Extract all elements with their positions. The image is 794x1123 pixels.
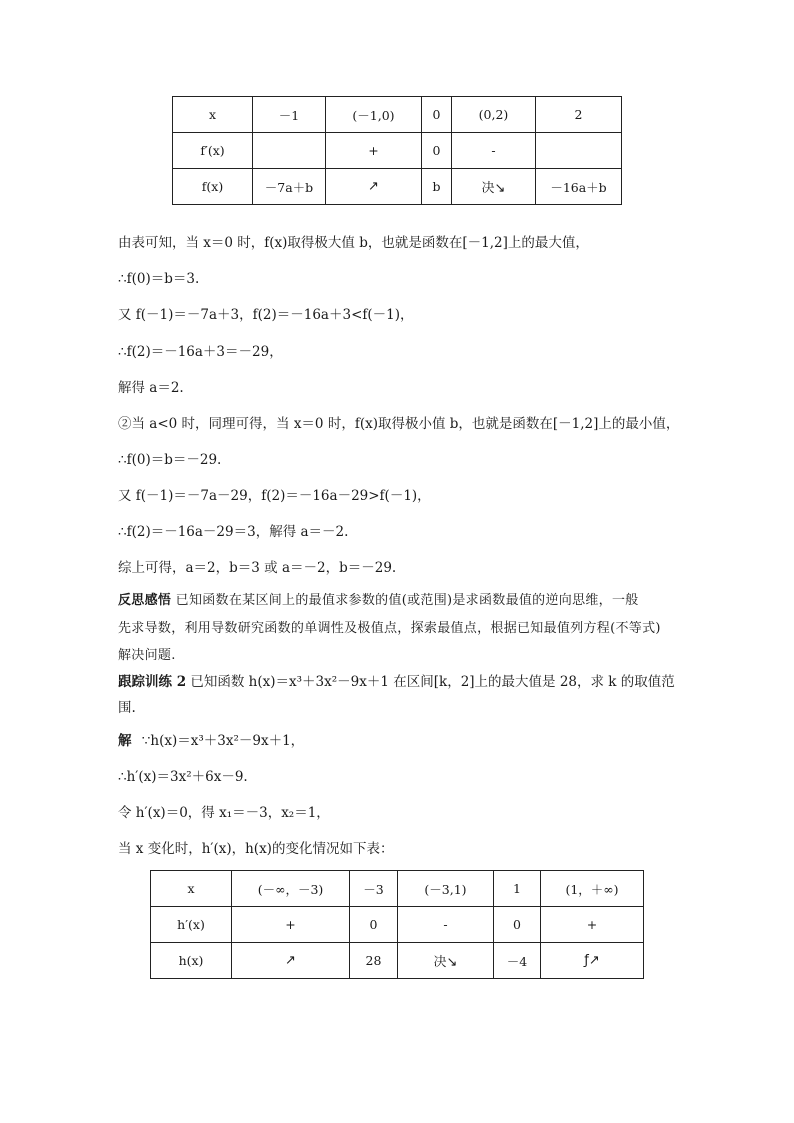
variation-table-h [150, 870, 644, 979]
solution-line: ∴h′(x)＝3x²＋6x－9. [118, 769, 248, 785]
table-cell: －3 [350, 871, 398, 907]
table-cell: －7a＋b [253, 169, 326, 205]
table-cell: －16a＋b [536, 169, 622, 205]
table-cell: + [541, 907, 644, 943]
text-line: 解得 a＝2. [118, 380, 184, 396]
table-cell: 2 [536, 97, 622, 133]
table-cell [536, 133, 622, 169]
table-cell: 0 [422, 97, 452, 133]
increasing-arrow-icon: ƒ↗ [541, 943, 644, 979]
decreasing-arrow-icon: 决↘ [398, 943, 494, 979]
reflection-title: 反思感悟 [118, 593, 172, 608]
exercise-line [118, 673, 675, 691]
table-cell: x [173, 97, 253, 133]
solution-line: 令 h′(x)＝0，得 x₁＝－3，x₂＝1， [118, 805, 330, 821]
text-line: 又 f(－1)＝－7a＋3，f(2)＝－16a＋3<f(－1)， [118, 307, 414, 323]
reflection-line [118, 592, 639, 610]
table-cell: h(x) [151, 943, 232, 979]
table-cell: f′(x) [173, 133, 253, 169]
variation-table-f [172, 96, 622, 205]
table-cell: －4 [494, 943, 541, 979]
decreasing-arrow-icon: 决↘ [452, 169, 536, 205]
text-line: ∴f(0)＝b＝3. [118, 271, 200, 287]
table-row [151, 907, 644, 943]
text-line: ②当 a<0 时，同理可得，当 x＝0 时，f(x)取得极小值 b，也就是函数在[－1,2]上的最小值， [118, 416, 680, 432]
reflection-text: 已知函数在某区间上的最值求参数的值(或范围)是求函数最值的逆向思维，一般 [175, 593, 639, 608]
exercise-line: 围. [118, 700, 136, 716]
table-cell: (－∞，－3) [232, 871, 350, 907]
table-cell: - [398, 907, 494, 943]
reflection-line: 解决问题. [118, 648, 176, 663]
table-cell: 0 [350, 907, 398, 943]
table-cell: + [326, 133, 422, 169]
table-cell: x [151, 871, 232, 907]
increasing-arrow-icon: ↗ [232, 943, 350, 979]
reflection-line: 先求导数，利用导数研究函数的单调性及极值点，探索最值点，根据已知最值列方程(不等式) [118, 621, 661, 636]
table-row [173, 97, 622, 133]
table-row [173, 133, 622, 169]
text-line: ∴f(0)＝b＝－29. [118, 452, 222, 468]
table-cell: (－1,0) [326, 97, 422, 133]
text-line: ∴f(2)＝－16a＋3＝－29， [118, 344, 283, 360]
table-cell: 28 [350, 943, 398, 979]
table-cell: h′(x) [151, 907, 232, 943]
exercise-title: 跟踪训练 2 [118, 674, 187, 690]
table-cell: 0 [494, 907, 541, 943]
table-row [151, 943, 644, 979]
solution-line: 当 x 变化时，h′(x)，h(x)的变化情况如下表： [118, 841, 394, 857]
table-cell: - [452, 133, 536, 169]
solution-line [118, 732, 304, 750]
text-line: ∴f(2)＝－16a－29＝3，解得 a＝－2. [118, 524, 349, 540]
table-cell [253, 133, 326, 169]
text-line: 由表可知，当 x＝0 时，f(x)取得极大值 b，也就是函数在[－1,2]上的最大值， [118, 235, 589, 251]
table-cell: b [422, 169, 452, 205]
table-cell: (－3,1) [398, 871, 494, 907]
table-cell: (1，＋∞) [541, 871, 644, 907]
table-cell: 0 [422, 133, 452, 169]
table-row [173, 169, 622, 205]
text-line: 综上可得，a＝2，b＝3 或 a＝－2，b＝－29. [118, 560, 397, 576]
table-cell: f(x) [173, 169, 253, 205]
text-line: 又 f(－1)＝－7a－29，f(2)＝－16a－29>f(－1)， [118, 488, 431, 504]
exercise-text: 已知函数 h(x)＝x³＋3x²－9x＋1 在区间[k，2]上的最大值是 28，求 k 的取值范 [190, 674, 675, 690]
table-cell: －1 [253, 97, 326, 133]
table-cell: 1 [494, 871, 541, 907]
solution-label: 解 [118, 733, 132, 749]
solution-text: ∵h(x)＝x³＋3x²－9x＋1， [141, 733, 305, 749]
table-cell: + [232, 907, 350, 943]
table-row [151, 871, 644, 907]
table-cell: (0,2) [452, 97, 536, 133]
increasing-arrow-icon: ↗ [326, 169, 422, 205]
